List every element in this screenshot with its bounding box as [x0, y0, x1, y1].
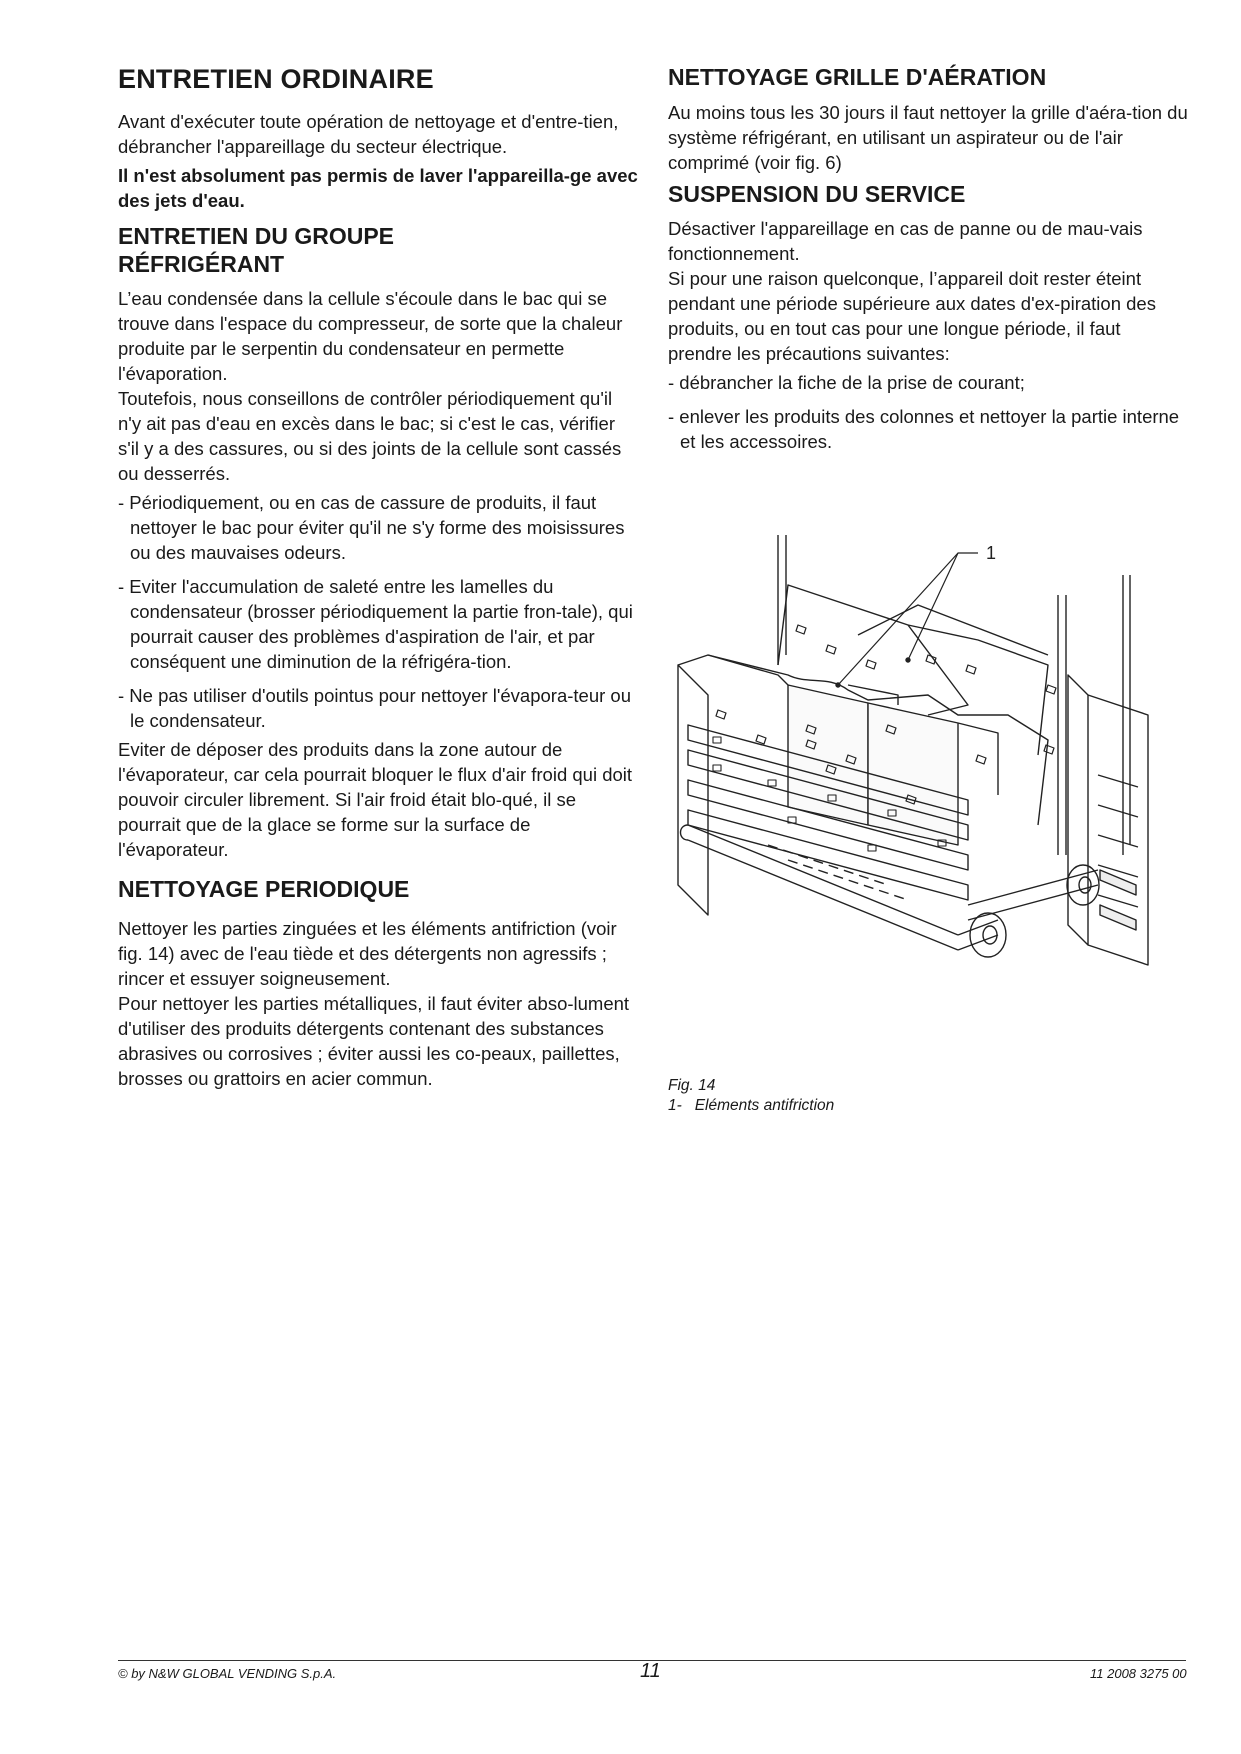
section-service-suspension-title: SUSPENSION DU SERVICE: [668, 180, 966, 207]
refrigeration-paragraph-1: L’eau condensée dans la cellule s'écoule dans le bac qui se trouve dans l'espace du compresseur, de sorte que la chaleur produite par le serpentin du condensateur en permette l'évaporation.: [118, 288, 623, 385]
service-suspension-paragraph-2: Si pour une raison quelconque, l’appareil doit rester éteint pendant une période supérieure aux dates d'ex-piration des produits, ou en tout cas pour une longue période, il faut prendre les précautions suivantes:: [668, 268, 1156, 365]
ventilation-grille-paragraph: Au moins tous les 30 jours il faut nettoyer la grille d'aéra-tion du système réfrigérant, en utilisant un aspirateur ou de l'air comprimé (voir fig. 6): [668, 101, 1188, 173]
figure-caption-legend: 1- Eléments antifriction: [668, 1097, 835, 1114]
footer-document-code: 11 2008 3275 00: [1090, 1666, 1187, 1681]
intro-paragraph: Avant d'exécuter toute opération de nettoyage et d'entre-tien, débrancher l'appareillage du secteur électrique.: [118, 111, 619, 158]
periodic-cleaning-paragraph-1: Nettoyer les parties zinguées et les éléments antifriction (voir fig. 14) avec de l'eau tiède et des détergents non agressifs ; rincer et essuyer soigneusement.: [118, 917, 617, 989]
antifriction-diagram: [668, 525, 1168, 1055]
refrigeration-paragraph-2: Toutefois, nous conseillons de contrôler périodiquement qu'il n'y ait pas d'eau en excès dans le bac; si c'est le cas, vérifier s'il y a des cassures, ou si des joints de la cellule sont cassés ou desserrés.: [118, 388, 622, 485]
footer-copyright: © by N&W GLOBAL VENDING S.p.A.: [118, 1666, 337, 1681]
page-number: 11: [640, 1660, 661, 1682]
warning-paragraph: Il n'est absolument pas permis de laver l'appareilla-ge avec des jets d'eau.: [118, 165, 638, 212]
section-periodic-cleaning-title: NETTOYAGE PERIODIQUE: [118, 876, 410, 903]
figure-callout-label: 1: [986, 543, 997, 563]
refrigeration-paragraph-3: Eviter de déposer des produits dans la zone autour de l'évaporateur, car cela pourrait bloquer le flux d'air froid qui doit pouvoir circuler librement. Si l'air froid était blo-qué, il se pourrait que de la glace se forme sur la surface de l'évaporateur.: [118, 739, 633, 861]
section-refrigeration-title-line1: ENTRETIEN DU GROUPE: [118, 223, 395, 250]
refrigeration-bullet-3: - Ne pas utiliser d'outils pointus pour nettoyer l'évapora-teur ou le condensateur.: [118, 685, 632, 732]
service-suspension-bullet-2: - enlever les produits des colonnes et nettoyer la partie interne et les accessoires.: [668, 406, 1180, 453]
figure-caption: [668, 1076, 834, 1116]
service-suspension-paragraph-1: Désactiver l'appareillage en cas de panne ou de mau-vais fonctionnement.: [668, 218, 1143, 265]
figure-antifriction-elements: [668, 525, 1168, 1055]
right-column: [668, 60, 1188, 463]
section-ventilation-grille-title: NETTOYAGE GRILLE D'AÉRATION: [668, 64, 1047, 90]
left-column: [118, 60, 638, 1095]
refrigeration-bullet-1: - Périodiquement, ou en cas de cassure de produits, il faut nettoyer le bac pour éviter qu'il ne s'y forme des moisissures ou des mauvaises odeurs.: [118, 492, 625, 564]
section-refrigeration-title-line2: RÉFRIGÉRANT: [118, 250, 285, 277]
page-title: ENTRETIEN ORDINAIRE: [118, 64, 434, 94]
refrigeration-bullet-2: - Eviter l'accumulation de saleté entre les lamelles du condensateur (brosser périodiquement la partie fron-tale), qui pourrait causer des problèmes d'aspiration de l'air, et par conséquent une diminution de la réfrigéra-tion.: [118, 576, 633, 673]
service-suspension-bullet-1: - débrancher la fiche de la prise de courant;: [668, 372, 1025, 394]
periodic-cleaning-paragraph-2: Pour nettoyer les parties métalliques, il faut éviter abso-lument d'utiliser des produits détergents contenant des substances abrasives ou corrosives ; éviter aussi les co-peaux, paillettes, brosses ou grattoirs en acier commun.: [118, 992, 630, 1089]
section-refrigeration-title: [118, 223, 638, 278]
figure-caption-number: Fig. 14: [668, 1077, 716, 1094]
